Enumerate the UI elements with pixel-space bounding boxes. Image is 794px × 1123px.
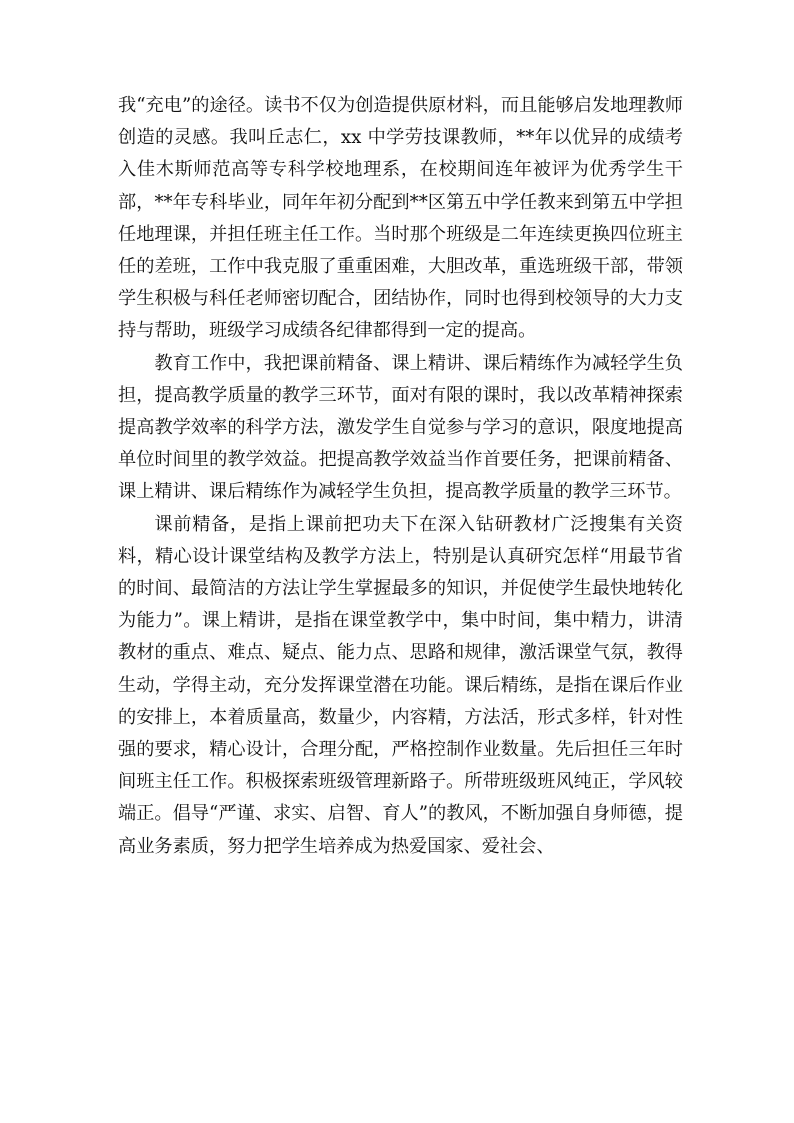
paragraph-lesson-preparation: 课前精备，是指上课前把功夫下在深入钻研教材广泛搜集有关资料，精心设计课堂结构及教学方法上，特别是认真研究怎样“用最节省的时间、最简洁的方法让学生掌握最多的知识，并促使学生最快地转化为能力”。课上精讲，是指在课堂教学中，集中时间，集中精力，讲清教材的重点、难点、疑点、能力点、思路和规律，激活课堂气氛，教得生动，学得主动，充分发挥课堂潜在功能。课后精练，是指在课后作业的安排上，本着质量高，数量少，内容精，方法活，形式多样，针对性强的要求，精心设计，合理分配，严格控制作业数量。先后担任三年时间班主任工作。积极探索班级管理新路子。所带班级班风纯正，学风较端正。倡导“严谨、求实、启智、育人”的教风，不断加强自身师德，提高业务素质，努力把学生培养成为热爱国家、爱社会、 [118, 513, 683, 857]
paragraph-teaching-work: 教育工作中，我把课前精备、课上精讲、课后精练作为减轻学生负担，提高教学质量的教学三环节，面对有限的课时，我以改革精神探索提高教学效率的科学方法，激发学生自觉参与学习的意识，限度地提高单位时间里的教学效益。把提高教学效益当作首要任务，把课前精备、课上精讲、课后精练作为减轻学生负担，提高教学质量的教学三环节。 [118, 352, 683, 503]
document-body [118, 90, 683, 863]
paragraph-continued: 我“充电”的途径。读书不仅为创造提供原材料，而且能够启发地理教师创造的灵感。我叫丘志仁，xx 中学劳技课教师，**年以优异的成绩考入佳木斯师范高等专科学校地理系，在校期间连年被评为优秀学生干部，**年专科毕业，同年年初分配到**区第五中学任教来到第五中学担任地理课，并担任班主任工作。当时那个班级是二年连续更换四位班主任的差班，工作中我克服了重重困难，大胆改革，重选班级干部，带领学生积极与科任老师密切配合，团结协作，同时也得到校领导的大力支持与帮助，班级学习成绩各纪律都得到一定的提高。 [118, 95, 683, 342]
